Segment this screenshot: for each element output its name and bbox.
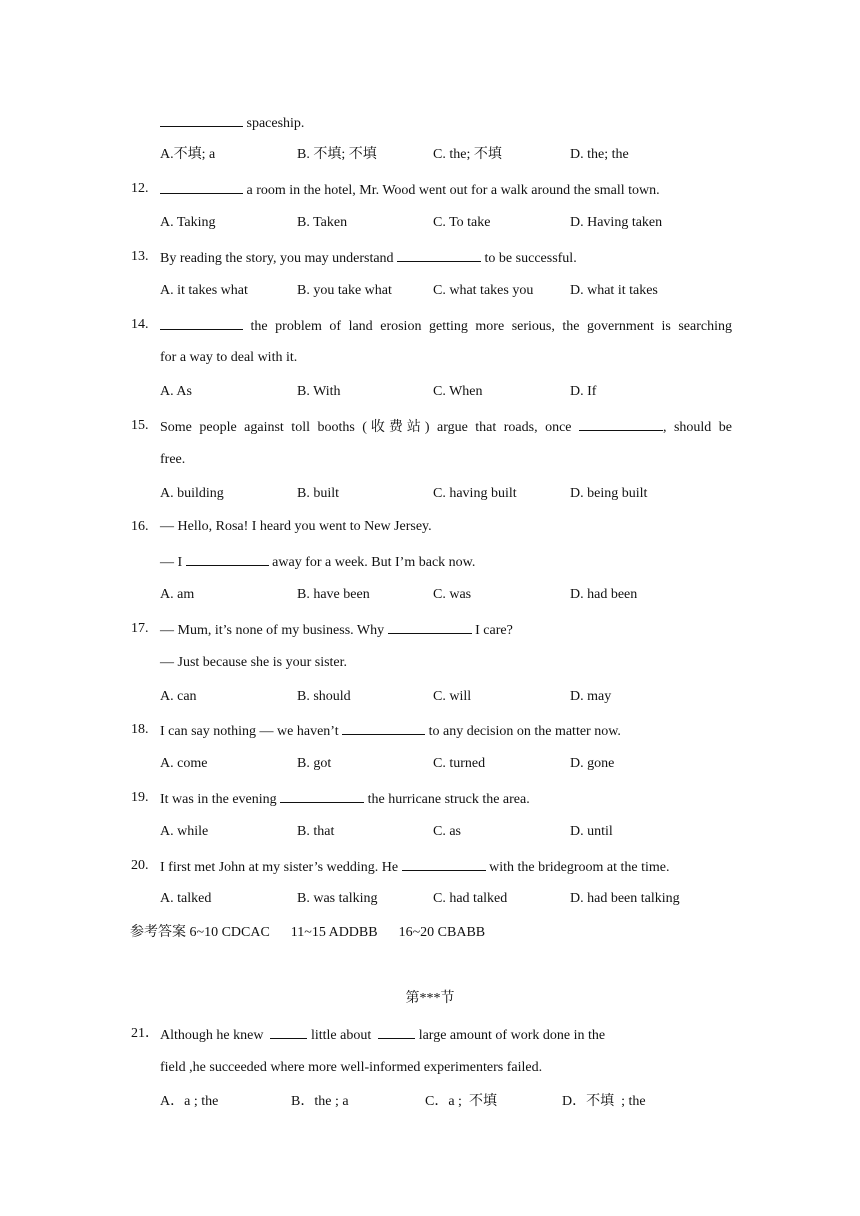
option-d: D. the; the [570,147,629,162]
option-c: C. turned [433,756,486,771]
option-a: A. while [160,824,209,839]
option-b: B. got [297,756,332,771]
option-b: B. you take what [297,283,392,298]
question-20-stem: I first met John at my sister’s wedding. He with the bridegroom at the time. [160,857,670,877]
option-d: D．不填 ; the [562,1094,646,1109]
option-b: B. Taken [297,215,348,230]
option-d: D. what it takes [570,283,658,298]
option-c: C. was [433,587,472,602]
question-21-line2: field ,he succeeded where more well-informed experimenters failed. [160,1060,543,1075]
option-d: D. If [570,384,597,399]
option-b: B. have been [297,587,370,602]
question-number: 17. [131,621,149,636]
answer-blank [378,1025,415,1039]
question-number: 15. [131,418,149,433]
option-a: A. building [160,486,224,501]
option-c: C. When [433,384,483,399]
question-17-line1: — Mum, it’s none of my business. Why I care? [160,620,513,640]
question-number: 18. [131,722,149,737]
option-a: A. talked [160,891,212,906]
answer-blank [342,721,425,735]
option-b: B. was talking [297,891,378,906]
option-b: B. should [297,689,351,704]
option-c: C. To take [433,215,491,230]
option-d: D. until [570,824,613,839]
question-number: 16. [131,519,149,534]
option-a: A. come [160,756,208,771]
option-d: D. gone [570,756,615,771]
option-a: A．a ; the [160,1094,219,1109]
answer-blank [160,113,243,127]
section-title: 第***节 [405,991,455,1006]
option-a: A. am [160,587,195,602]
option-c: C. what takes you [433,283,534,298]
answer-key: 参考答案 6~10 CDCAC 11~15 ADDBB 16~20 CBABB [130,925,486,940]
question-number: 21． [131,1026,159,1041]
option-b: B. 不填; 不填 [297,147,377,162]
option-c: C. had talked [433,891,508,906]
question-21-line1: Although he knew little about large amount of work done in the [160,1025,605,1045]
question-12-stem: a room in the hotel, Mr. Wood went out for a walk around the small town. [160,180,660,200]
question-14-stem-line2: for a way to deal with it. [160,350,298,365]
question-15-stem-line2: free. [160,452,186,467]
answer-blank [160,316,243,330]
option-a: A. can [160,689,197,704]
question-17-line2: — Just because she is your sister. [160,655,348,670]
option-d: D. Having taken [570,215,663,230]
option-c: C. as [433,824,461,839]
option-c: C．a ; 不填 [425,1094,497,1109]
option-d: D. had been [570,587,638,602]
option-a: A. it takes what [160,283,248,298]
answer-blank [402,857,486,871]
question-16-line2: — I away for a week. But I’m back now. [160,552,475,572]
question-15-stem-line1: Some people against toll booths (收费站) argue that roads, once , should be [160,417,732,437]
option-c: C. the; 不填 [433,147,502,162]
question-13-stem: By reading the story, you may understand to be successful. [160,248,577,268]
question-14-stem-line1: the problem of land erosion getting more serious, the government is searching [160,316,732,336]
question-18-stem: I can say nothing — we haven’t to any decision on the matter now. [160,721,621,741]
option-c: C. having built [433,486,517,501]
answer-blank [388,620,472,634]
question-16-line1: — Hello, Rosa! I heard you went to New Jersey. [160,519,432,534]
question-number: 13. [131,249,149,264]
question-11-stem-tail: spaceship. [160,113,304,133]
answer-blank [186,552,269,566]
answer-blank [160,180,243,194]
answer-blank [397,248,481,262]
option-b: B. that [297,824,335,839]
option-d: D. had been talking [570,891,680,906]
answer-blank [270,1025,307,1039]
question-number: 12. [131,181,149,196]
question-number: 14. [131,317,149,332]
question-number: 20. [131,858,149,873]
option-b: B. With [297,384,341,399]
option-d: D. may [570,689,612,704]
answer-blank [280,789,364,803]
question-19-stem: It was in the evening the hurricane struck the area. [160,789,530,809]
option-a: A. Taking [160,215,216,230]
option-a: A.不填; a [160,147,216,162]
option-b: B. built [297,486,340,501]
option-a: A. As [160,384,192,399]
question-number: 19. [131,790,149,805]
option-b: B．the ; a [291,1094,349,1109]
option-d: D. being built [570,486,648,501]
answer-blank [579,417,663,431]
option-c: C. will [433,689,472,704]
